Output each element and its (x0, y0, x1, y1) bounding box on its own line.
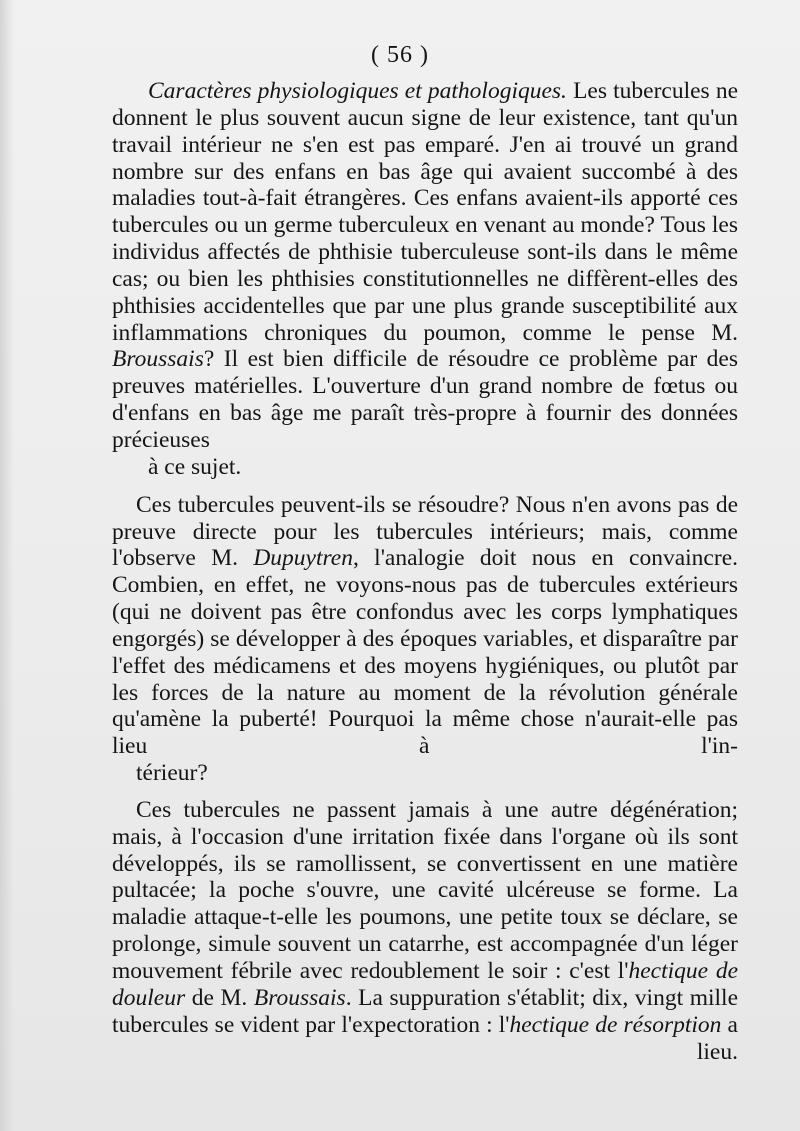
paragraph-2-last-line: térieur? (136, 760, 208, 787)
paragraph-2-text-a: Ces tubercules peuvent-ils se résoudre? Nous n'en avons pas de preuve directe pour les tubercules intérieurs; mais, comme l'observe M. (112, 491, 738, 572)
paragraph-2 (112, 492, 738, 787)
paragraph-2-text-b: , l'analogie doit nous en convaincre. Combien, en effet, ne voyons-nous pas de tubercules extérieurs (qui ne doivent pas être confondus avec les corps lymphatiques engorgés) se développer à des époques variables, et disparaître par l'effet des médicamens et des moyens hygiéniques, ou plutôt par les forces de la nature au moment de la révolution générale qu'amène la puberté! Pourquoi la même chose n'aurait-elle pas lieu à l'in- (112, 545, 738, 760)
section-heading: Caractères physiologiques et pathologiques. (148, 78, 567, 104)
paragraph-3-text-b: de M. (185, 984, 254, 1011)
page-number: ( 56 ) (371, 42, 429, 68)
paragraph-1-text-a: Les tubercules ne donnent le plus souvent aucun signe de leur existence, tant qu'un travail intérieur ne s'en est pas emparé. J'en ai trouvé un grand nombre sur des enfans en bas âge qui avaient succombé à des maladies tout-à-fait étrangères. Ces enfans avaient-ils apporté ces tubercules ou un germe tuberculeux en venant au monde? Tous les individus affectés de phthisie tuberculeuse sont-ils dans le même cas; ou bien les phthisies constitutionnelles ne diffèrent-elles des phthisies accidentelles que par une plus grande susceptibilité aux inflammations chroniques du poumon, comme le pense M. (112, 78, 739, 346)
author-name-broussais-2: Broussais (253, 984, 346, 1011)
paragraph-3-text-c: . La suppuration s'établit; dix, vingt mille tubercules se vident par l'expectoration : l' (112, 984, 739, 1038)
paragraph-3-text-a: Ces tubercules ne passent jamais à une autre dégénération; mais, à l'occasion d'une irritation fixée dans l'organe où ils sont développés, ils se ramollissent, se convertissent en une matière pultacée; la poche s'ouvre, une cavité ulcéreuse se forme. La maladie attaque-t-elle les poumons, une petite toux se déclare, se prolonge, simule souvent un catarrhe, est accompagnée d'un léger mouvement fébrile avec redoublement le soir : c'est l' (112, 796, 738, 984)
paragraph-1 (112, 78, 738, 481)
author-name-broussais: Broussais (112, 346, 204, 373)
paragraph-1-last-line: à ce sujet. (148, 453, 242, 480)
body-text (112, 78, 738, 1065)
author-name-dupuytren: Dupuytren (253, 545, 353, 572)
page-edge-shadow (0, 0, 14, 1131)
term-hectique-de-douleur: hectique de douleur (112, 958, 738, 1011)
term-hectique-de-resorption: hectique de résorption (509, 1011, 722, 1038)
paragraph-3 (112, 797, 738, 1065)
paragraph-3-text-d: a lieu. (696, 1011, 738, 1065)
paragraph-1-text-b: ? Il est bien difficile de résoudre ce problème par des preuves matérielles. L'ouverture d'un grand nombre de fœtus ou d'enfans en bas âge me paraît très-propre à fournir des données précieuses (112, 346, 738, 453)
